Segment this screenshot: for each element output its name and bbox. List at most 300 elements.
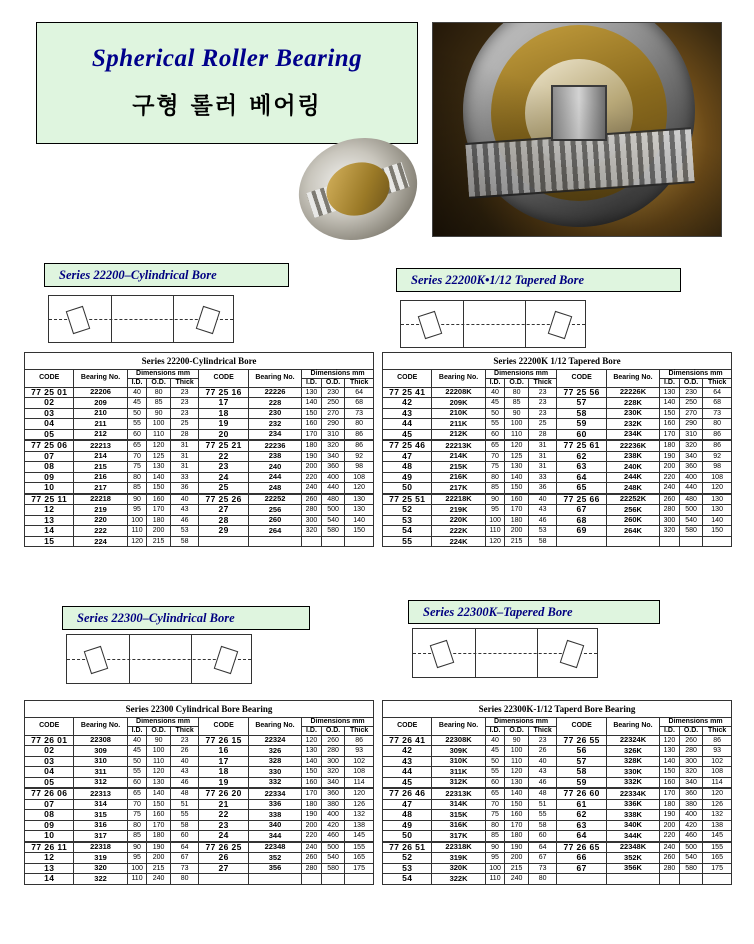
table-body [383,387,732,547]
table-row [25,842,374,853]
cell-bearing-no: 309 [74,746,127,757]
cell-od: 100 [147,746,170,757]
cell-bearing-no: 320K [432,863,485,874]
cell-code: 10 [25,831,74,842]
cell-id: 140 [302,398,322,409]
cell-id [660,874,680,885]
cell-code: 77 25 51 [383,494,432,505]
table-row [25,799,374,810]
cell-od: 540 [321,515,344,526]
cell-bearing-no: 240 [248,462,301,473]
table-row [25,505,374,516]
cell-id: 50 [127,408,147,419]
cell-id: 80 [127,472,147,483]
cell-od: 580 [679,526,702,537]
cell-thick: 114 [345,777,374,788]
table-body [25,387,374,547]
table-row [25,462,374,473]
cell-thick: 23 [528,735,557,746]
col-id: I.D. [302,378,322,387]
cell-code: 43 [383,756,432,767]
cell-id: 55 [127,419,147,430]
cell-thick: 26 [170,746,199,757]
cell-od: 360 [679,462,702,473]
cell-bearing-no: 219K [432,505,485,516]
cell-id: 190 [660,451,680,462]
cell-thick: 23 [528,408,557,419]
cell-od [321,536,344,547]
cell-id: 120 [127,536,147,547]
col-dims: Dimensions mm [485,370,557,379]
cell-thick: 155 [703,842,732,853]
cell-bearing-no: 222K [432,526,485,537]
cell-thick: 23 [528,387,557,398]
cell-code: 77 25 41 [383,387,432,398]
cell-id: 60 [485,429,505,440]
cell-code: 26 [199,853,248,864]
cell-bearing-no: 256 [248,505,301,516]
cell-thick: 150 [345,526,374,537]
table-row [25,831,374,842]
cell-bearing-no: 344K [606,831,659,842]
cell-od: 460 [679,831,702,842]
cell-od: 400 [321,472,344,483]
cell-code: 19 [199,419,248,430]
cell-thick: 33 [170,472,199,483]
cell-thick: 73 [170,863,199,874]
cell-od: 500 [679,842,702,853]
col-thick: Thick [703,726,732,735]
cell-bearing-no: 264K [606,526,659,537]
cell-bearing-no: 312 [74,777,127,788]
cell-code: 07 [25,451,74,462]
cell-id: 110 [485,874,505,885]
cell-code: 77 25 01 [25,387,74,398]
cell-thick: 165 [703,853,732,864]
cell-thick: 150 [703,526,732,537]
cell-id: 85 [127,831,147,842]
table-row [25,419,374,430]
cell-thick: 64 [528,842,557,853]
cell-code: 77 26 41 [383,735,432,746]
table-row [383,799,732,810]
cell-bearing-no: 217 [74,483,127,494]
cell-od: 310 [679,429,702,440]
cell-bearing-no: 352K [606,853,659,864]
table-row [383,398,732,409]
cell-bearing-no: 338K [606,810,659,821]
cell-code: 27 [199,505,248,516]
cell-id: 40 [127,387,147,398]
cell-thick: 73 [703,408,732,419]
cell-bearing-no: 328 [248,756,301,767]
cell-bearing-no: 22324K [606,735,659,746]
cell-od: 400 [679,472,702,483]
schematic-divider-right [537,629,538,677]
cell-bearing-no: 244K [606,472,659,483]
schematic-roller-right [214,646,239,674]
cell-od: 85 [147,398,170,409]
cell-code: 77 25 61 [557,440,606,451]
cell-thick: 23 [170,408,199,419]
cell-bearing-no: 22213K [432,440,485,451]
table-row [25,494,374,505]
col-id: I.D. [127,726,147,735]
col-id: I.D. [660,378,680,387]
cell-id: 150 [302,408,322,419]
cell-code: 20 [199,429,248,440]
cell-bearing-no: 22226K [606,387,659,398]
bearing-illustration-secondary [292,133,424,245]
cell-od: 480 [321,494,344,505]
cell-thick: 92 [703,451,732,462]
table-row [383,820,732,831]
cell-code: 52 [383,505,432,516]
table-body [25,735,374,884]
table-row [25,853,374,864]
table-row [25,735,374,746]
cell-code: 77 25 21 [199,440,248,451]
table-row [25,515,374,526]
cell-code: 42 [383,398,432,409]
cell-code: 77 26 51 [383,842,432,853]
cell-od: 380 [679,799,702,810]
cell-od: 215 [147,863,170,874]
cell-thick: 31 [170,451,199,462]
cell-bearing-no: 22348 [248,842,301,853]
table-row [25,756,374,767]
cell-id: 80 [485,472,505,483]
cell-code: 77 26 06 [25,788,74,799]
cell-thick: 23 [528,398,557,409]
cell-bearing-no: 314 [74,799,127,810]
cell-code: 22 [199,451,248,462]
cell-id: 65 [485,788,505,799]
cell-thick: 130 [345,505,374,516]
cell-od: 230 [679,387,702,398]
table-row [383,777,732,788]
cell-od: 300 [679,756,702,767]
cell-od: 500 [321,505,344,516]
cell-bearing-no: 228K [606,398,659,409]
cell-od: 250 [321,398,344,409]
cell-id: 70 [127,799,147,810]
cell-bearing-no: 216K [432,472,485,483]
cell-od: 360 [321,788,344,799]
cell-thick: 132 [703,810,732,821]
cell-code: 47 [383,799,432,810]
cell-thick: 108 [345,767,374,778]
cell-bearing-no: 22334K [606,788,659,799]
cell-id: 45 [127,746,147,757]
cell-thick: 86 [703,429,732,440]
cell-id: 90 [127,842,147,853]
cell-id: 260 [660,494,680,505]
cell-id: 45 [127,398,147,409]
cell-bearing-no [248,874,301,885]
cell-od: 200 [505,853,528,864]
cell-thick: 23 [170,398,199,409]
cell-bearing-no: 326K [606,746,659,757]
cell-bearing-no: 244 [248,472,301,483]
cell-code: 21 [199,799,248,810]
cell-bearing-no: 211 [74,419,127,430]
cell-thick: 132 [345,810,374,821]
col-od: O.D. [321,726,344,735]
cell-code: 03 [25,408,74,419]
cell-code [557,536,606,547]
cell-id: 180 [660,799,680,810]
cell-id: 190 [302,451,322,462]
cell-thick: 43 [170,505,199,516]
cell-bearing-no: 340K [606,820,659,831]
col-bearing-no: Bearing No. [74,718,127,736]
cell-id: 40 [485,387,505,398]
cell-id: 200 [302,462,322,473]
cell-id: 140 [660,398,680,409]
cell-id: 60 [127,429,147,440]
schematic-roller-right [196,306,221,334]
cell-code: 50 [383,831,432,842]
cell-od: 140 [505,472,528,483]
cell-thick: 46 [528,515,557,526]
col-code: CODE [557,370,606,388]
cell-code: 69 [557,526,606,537]
cell-thick: 60 [170,831,199,842]
cell-id: 260 [302,494,322,505]
cell-code: 04 [25,767,74,778]
cell-thick: 86 [345,440,374,451]
cell-id: 170 [302,429,322,440]
cell-code: 77 25 56 [557,387,606,398]
cell-bearing-no: 234K [606,429,659,440]
cell-od: 215 [505,863,528,874]
table-row [25,810,374,821]
col-dims: Dimensions mm [660,370,732,379]
table-row [383,767,732,778]
cell-od: 150 [505,483,528,494]
cell-id [302,874,322,885]
col-id: I.D. [485,726,505,735]
cell-id: 180 [302,440,322,451]
cell-bearing-no: 311K [432,767,485,778]
table-row [383,788,732,799]
cell-od: 180 [147,831,170,842]
col-id: I.D. [660,726,680,735]
cell-od: 290 [321,419,344,430]
cell-id: 240 [660,842,680,853]
table-row [383,746,732,757]
cell-id: 75 [485,462,505,473]
table-row [25,387,374,398]
cell-code: 12 [25,505,74,516]
table-row [383,842,732,853]
cell-code: 13 [25,863,74,874]
cell-thick: 80 [703,419,732,430]
cell-code: 77 25 66 [557,494,606,505]
cell-od: 580 [321,863,344,874]
cell-bearing-no: 256K [606,505,659,516]
cell-bearing-no [606,536,659,547]
cell-thick: 175 [703,863,732,874]
cell-thick: 114 [703,777,732,788]
cell-thick: 73 [528,863,557,874]
cell-code: 24 [199,831,248,842]
cell-code: 77 25 46 [383,440,432,451]
cell-id: 70 [127,451,147,462]
cell-code [199,874,248,885]
cell-code: 49 [383,472,432,483]
cell-od: 150 [147,483,170,494]
section-header-22300k [408,600,660,624]
cell-code: 02 [25,398,74,409]
cell-id: 55 [127,767,147,778]
cell-od: 120 [505,767,528,778]
cell-bearing-no [606,874,659,885]
cell-id [660,536,680,547]
cell-id: 240 [660,483,680,494]
cell-code: 58 [557,767,606,778]
cell-bearing-no: 317 [74,831,127,842]
cell-id: 170 [660,788,680,799]
cell-thick: 48 [528,788,557,799]
cell-code: 13 [25,515,74,526]
cell-id: 180 [660,440,680,451]
cell-thick: 108 [703,472,732,483]
cell-bearing-no: 248 [248,483,301,494]
cell-id: 200 [660,462,680,473]
cell-od: 180 [147,515,170,526]
cell-code: 09 [25,820,74,831]
cell-thick: 43 [170,767,199,778]
cell-code: 59 [557,777,606,788]
cell-id: 160 [660,419,680,430]
cell-code: 23 [199,820,248,831]
table-row [25,777,374,788]
cell-bearing-no: 215K [432,462,485,473]
spec-table-22200 [24,352,374,547]
cell-id: 160 [302,419,322,430]
cell-code: 62 [557,810,606,821]
table-row [383,483,732,494]
cell-thick: 31 [528,451,557,462]
cell-bearing-no: 338 [248,810,301,821]
col-dims: Dimensions mm [302,718,374,727]
cell-code: 62 [557,451,606,462]
table-row [25,451,374,462]
cell-code: 77 26 55 [557,735,606,746]
col-thick: Thick [170,726,199,735]
cell-bearing-no: 22252K [606,494,659,505]
table-row [383,408,732,419]
cell-code: 58 [557,408,606,419]
table-row [383,526,732,537]
table-row [383,863,732,874]
cell-code: 57 [557,398,606,409]
cell-od: 540 [679,515,702,526]
cell-id: 40 [485,735,505,746]
cell-od: 360 [679,788,702,799]
cell-id: 75 [127,810,147,821]
cell-bearing-no: 260K [606,515,659,526]
cell-thick: 58 [170,536,199,547]
cell-thick: 80 [528,874,557,885]
cell-od: 340 [321,451,344,462]
cell-od: 120 [505,440,528,451]
cell-od: 160 [147,810,170,821]
cell-bearing-no [248,536,301,547]
table-row [25,408,374,419]
cell-id: 320 [302,526,322,537]
cell-id: 220 [302,831,322,842]
table-body [383,735,732,884]
cell-thick: 28 [528,429,557,440]
table-title: Series 22300K-1/12 Taperd Bore Bearing [383,701,732,718]
cell-od [679,536,702,547]
cell-code: 63 [557,820,606,831]
cell-id: 130 [302,746,322,757]
cell-od: 140 [505,788,528,799]
cell-code: 09 [25,472,74,483]
cell-od: 170 [147,820,170,831]
cell-od: 130 [505,462,528,473]
cell-code: 10 [25,483,74,494]
cell-bearing-no: 352 [248,853,301,864]
table-title: Series 22200-Cylindrical Bore [25,353,374,370]
table-row [25,398,374,409]
cell-od: 125 [147,451,170,462]
col-dims: Dimensions mm [127,718,199,727]
cell-code: 63 [557,462,606,473]
cell-thick: 53 [170,526,199,537]
cell-code: 54 [383,526,432,537]
cell-thick: 58 [528,536,557,547]
cell-od: 320 [321,440,344,451]
cell-code: 47 [383,451,432,462]
cell-thick: 98 [703,462,732,473]
cell-od: 500 [321,842,344,853]
cell-bearing-no: 209K [432,398,485,409]
cell-id: 170 [302,788,322,799]
cell-code: 07 [25,799,74,810]
cell-thick: 58 [170,820,199,831]
cell-od: 260 [321,735,344,746]
table-row [25,874,374,885]
cell-bearing-no: 214K [432,451,485,462]
cell-id: 100 [127,863,147,874]
cell-thick: 138 [703,820,732,831]
cell-id: 190 [660,810,680,821]
col-thick: Thick [703,378,732,387]
col-dims: Dimensions mm [485,718,557,727]
cell-thick: 140 [345,515,374,526]
col-bearing-no: Bearing No. [606,370,659,388]
cell-od: 320 [679,440,702,451]
cell-od: 400 [679,810,702,821]
cell-id: 90 [127,494,147,505]
schematic-divider-left [111,296,112,342]
cell-code: 27 [199,863,248,874]
cell-thick: 51 [528,799,557,810]
cell-bearing-no: 234 [248,429,301,440]
table-title: Series 22200K 1/12 Tapered Bore [383,353,732,370]
section-header-22200 [44,263,289,287]
cell-bearing-no: 22318K [432,842,485,853]
col-bearing-no: Bearing No. [248,370,301,388]
cell-bearing-no: 22324 [248,735,301,746]
table-row [25,863,374,874]
cell-id: 55 [485,419,505,430]
